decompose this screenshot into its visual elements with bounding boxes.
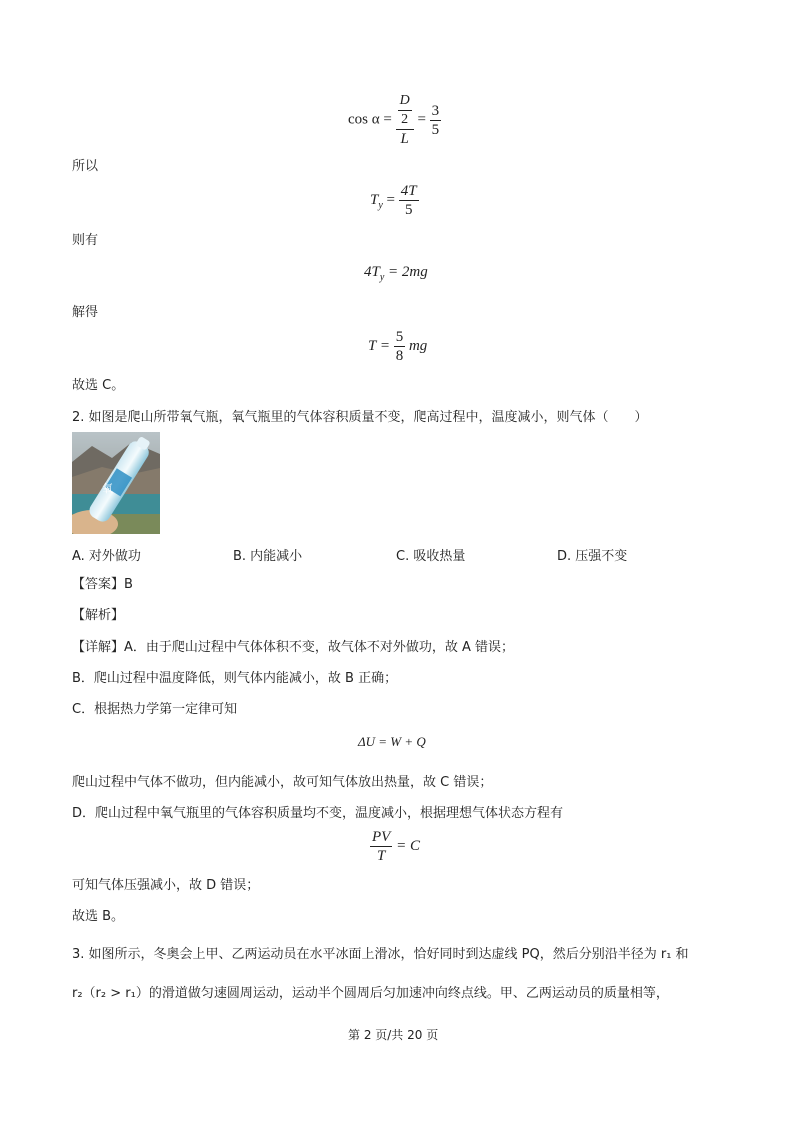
formula-text: 4T — [364, 264, 380, 280]
fraction — [430, 102, 442, 139]
fraction — [399, 182, 419, 219]
subscript: y — [379, 272, 385, 283]
formula-cos-alpha — [348, 92, 441, 148]
fraction — [396, 92, 414, 148]
text-line: 所以 — [72, 159, 99, 174]
text-line: 故选 C。 — [72, 378, 125, 393]
page-footer: 第 2 页/共 20 页 — [348, 1028, 439, 1042]
oxygen-bottle-photo — [72, 432, 160, 534]
question-2: 2. 如图是爬山所带氧气瓶，氧气瓶里的气体容积质量不变，爬高过程中，温度减小，则气体（ ） — [72, 410, 648, 425]
formula-tension — [368, 328, 427, 365]
formula-text: mg — [408, 337, 428, 354]
text-line: 解得 — [72, 305, 99, 320]
numerator: 4T — [400, 183, 417, 199]
formula-balance — [364, 264, 428, 283]
detail-c2: 爬山过程中气体不做功，但内能减小，故可知气体放出热量，故 C 错误； — [72, 775, 493, 790]
text-line: 则有 — [72, 233, 99, 248]
formula-first-law: ΔU = W + Q — [358, 734, 426, 749]
formula-text: T — [370, 191, 379, 208]
denominator: 2 — [401, 112, 409, 127]
option-a: A. 对外做功 — [72, 549, 141, 564]
formula-text: T = — [368, 337, 390, 354]
denominator: T — [376, 848, 386, 864]
detail-c: C．根据热力学第一定律可知 — [72, 702, 238, 717]
formula-text: = — [386, 191, 396, 208]
formula-text: cos α = — [348, 111, 392, 128]
text-line: 故选 B。 — [72, 909, 125, 924]
formula-text: = C — [396, 837, 420, 854]
analysis-heading: 【解析】 — [72, 608, 125, 623]
fraction — [394, 328, 406, 365]
formula-ty — [370, 182, 419, 219]
denominator: 5 — [431, 121, 440, 138]
numerator: PV — [372, 829, 391, 845]
fraction — [370, 828, 392, 865]
formula-gas — [370, 828, 420, 865]
detail-a: 【详解】A．由于爬山过程中气体体积不变，故气体不对外做功，故 A 错误； — [72, 640, 515, 655]
numerator: 3 — [431, 102, 440, 119]
numerator: D — [399, 93, 410, 108]
formula-text: = — [417, 111, 426, 128]
numerator: 5 — [395, 329, 404, 345]
fraction — [396, 92, 414, 129]
denominator: L — [400, 131, 409, 147]
denominator: 5 — [404, 202, 413, 218]
detail-b: B．爬山过程中温度降低，则气体内能减小，故 B 正确； — [72, 671, 398, 686]
detail-d2: 可知气体压强减小，故 D 错误； — [72, 878, 260, 893]
option-b: B. 内能减小 — [233, 549, 303, 564]
answer-line: 【答案】B — [72, 577, 133, 592]
option-d: D. 压强不变 — [557, 549, 628, 564]
option-c: C. 吸收热量 — [396, 549, 466, 564]
question-3-line-2: r₂（r₂ > r₁）的滑道做匀速圆周运动，运动半个圆周后匀加速冲向终点线。甲、乙两运动员的质量相等， — [72, 986, 669, 1001]
bottle-label: 氧 — [102, 482, 113, 495]
subscript: y — [378, 199, 383, 211]
denominator: 8 — [395, 348, 404, 364]
question-3-line-1: 3. 如图所示，冬奥会上甲、乙两运动员在水平冰面上滑冰，恰好同时到达虚线 PQ，然后分别沿半径为 r₁ 和 — [72, 947, 689, 962]
detail-d: D．爬山过程中氧气瓶里的气体容积质量均不变，温度减小，根据理想气体状态方程有 — [72, 806, 564, 821]
formula-text: = 2mg — [388, 264, 428, 280]
